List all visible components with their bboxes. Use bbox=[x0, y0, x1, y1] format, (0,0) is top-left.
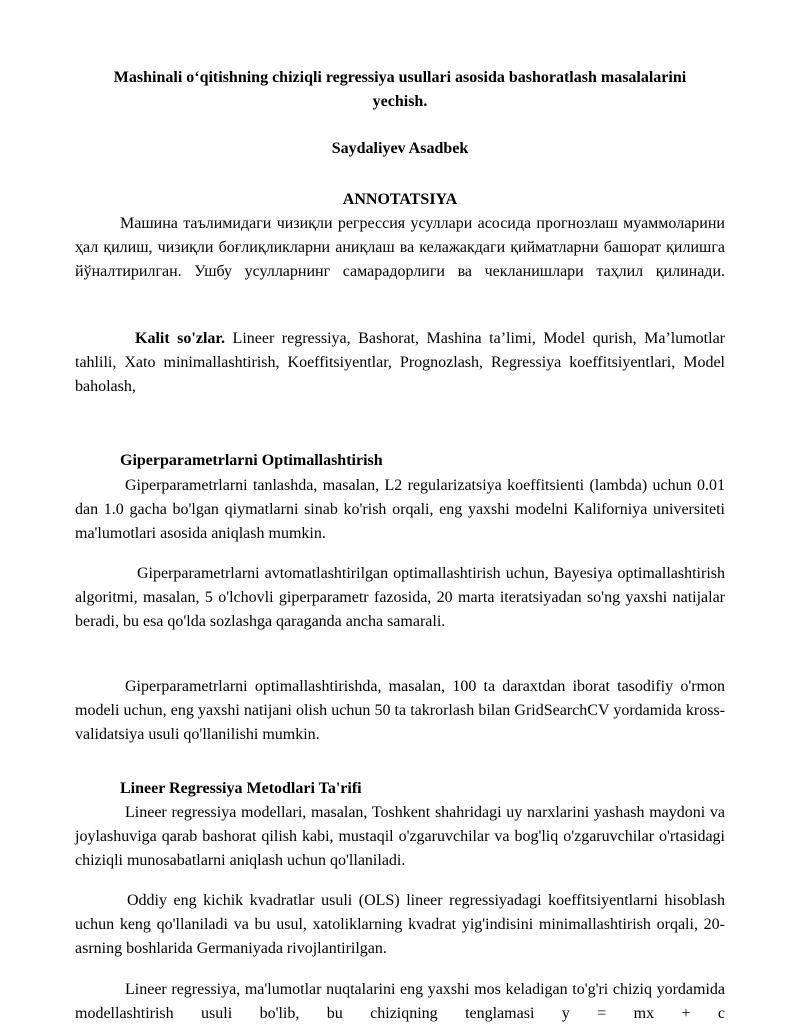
section2-paragraph: Lineer regressiya, ma'lumotlar nuqtalarini eng yaxshi mos keladigan to'g'ri chiziq yordamida modellashtirish usuli bo'lib, bu chiziqning tenglamasi y = mx + c bbox=[75, 981, 725, 1022]
document-title: Mashinali o‘qitishning chiziqli regressiya usullari asosida bashoratlash masalalarini yechish. bbox=[113, 69, 687, 110]
section1-paragraph: Giperparametrlarni tanlashda, masalan, L2 regularizatsiya koeffitsienti (lambda) uchun 0.01 dan 1.0 gacha bo'lgan qiymatlarni sinab ko'rish orqali, eng yaxshi modelni Kaliforniya universiteti ma'lumotlari asosida aniqlash mumkin. bbox=[75, 477, 725, 542]
annotation-heading: ANNOTATSIYA bbox=[342, 191, 458, 208]
section1-paragraph: Giperparametrlarni optimallashtirishda, masalan, 100 ta daraxtdan iborat tasodifiy o'rmon modeli uchun, eng yaxshi natijani olish uchun 50 ta takrorlash bilan GridSearchCV yordamida kross-validatsiya usuli qo'llanilishi mumkin. bbox=[75, 678, 725, 743]
annotation-text: Машина таълимидаги чизиқли регрессия усуллари асосида прогнозлаш муаммоларини ҳал қилиш, чизиқли боғлиқликларни аниқлаш ва келажакдаги қийматларни башорат қилишга йўналтирилган. Ушбу усулларнинг самарадорлиги ва чекланишлари таҳлил қилинади. bbox=[75, 215, 725, 280]
keywords-paragraph bbox=[75, 327, 725, 399]
section-heading-hyperparameters: Giperparametrlarni Optimallashtirish bbox=[120, 452, 383, 469]
author-name: Saydaliyev Asadbek bbox=[331, 140, 469, 157]
section-heading-linear-regression: Lineer Regressiya Metodlari Ta'rifi bbox=[120, 780, 362, 797]
keywords-list: Lineer regressiya, Bashorat, Mashina ta’limi, Model qurish, Ma’lumotlar tahlili, Xato minimallashtirish, Koeffitsiyentlar, Prognozlash, Regressiya koeffitsiyentlari, Model baholash, bbox=[75, 330, 725, 395]
section2-paragraph: Lineer regressiya modellari, masalan, Toshkent shahridagi uy narxlarini yashash maydoni va joylashuviga qarab bashorat qilish kabi, mustaqil o'zgaruvchilar va bog'liq o'zgaruvchilar o'rtasidagi chiziqli munosabatlarni aniqlash uchun qo'llaniladi. bbox=[75, 804, 725, 869]
keywords-label: Kalit so'zlar. bbox=[135, 330, 226, 347]
section1-paragraph: Giperparametrlarni avtomatlashtirilgan optimallashtirish uchun, Bayesiya optimallashtirish algoritmi, masalan, 5 o'lchovli giperparametr fazosida, 20 marta iteratsiyadan so'ng yaxshi natijalar beradi, bu esa qo'lda sozlashga qaraganda ancha samarali. bbox=[75, 565, 725, 630]
section2-paragraph: Oddiy eng kichik kvadratlar usuli (OLS) lineer regressiyadagi koeffitsiyentlarni hisoblash uchun keng qo'llaniladi va bu usul, xatoliklarning kvadrat yig'indisini minimallashtirish orqali, 20-asrning boshlarida Germaniyada rivojlantirilgan. bbox=[75, 892, 725, 957]
